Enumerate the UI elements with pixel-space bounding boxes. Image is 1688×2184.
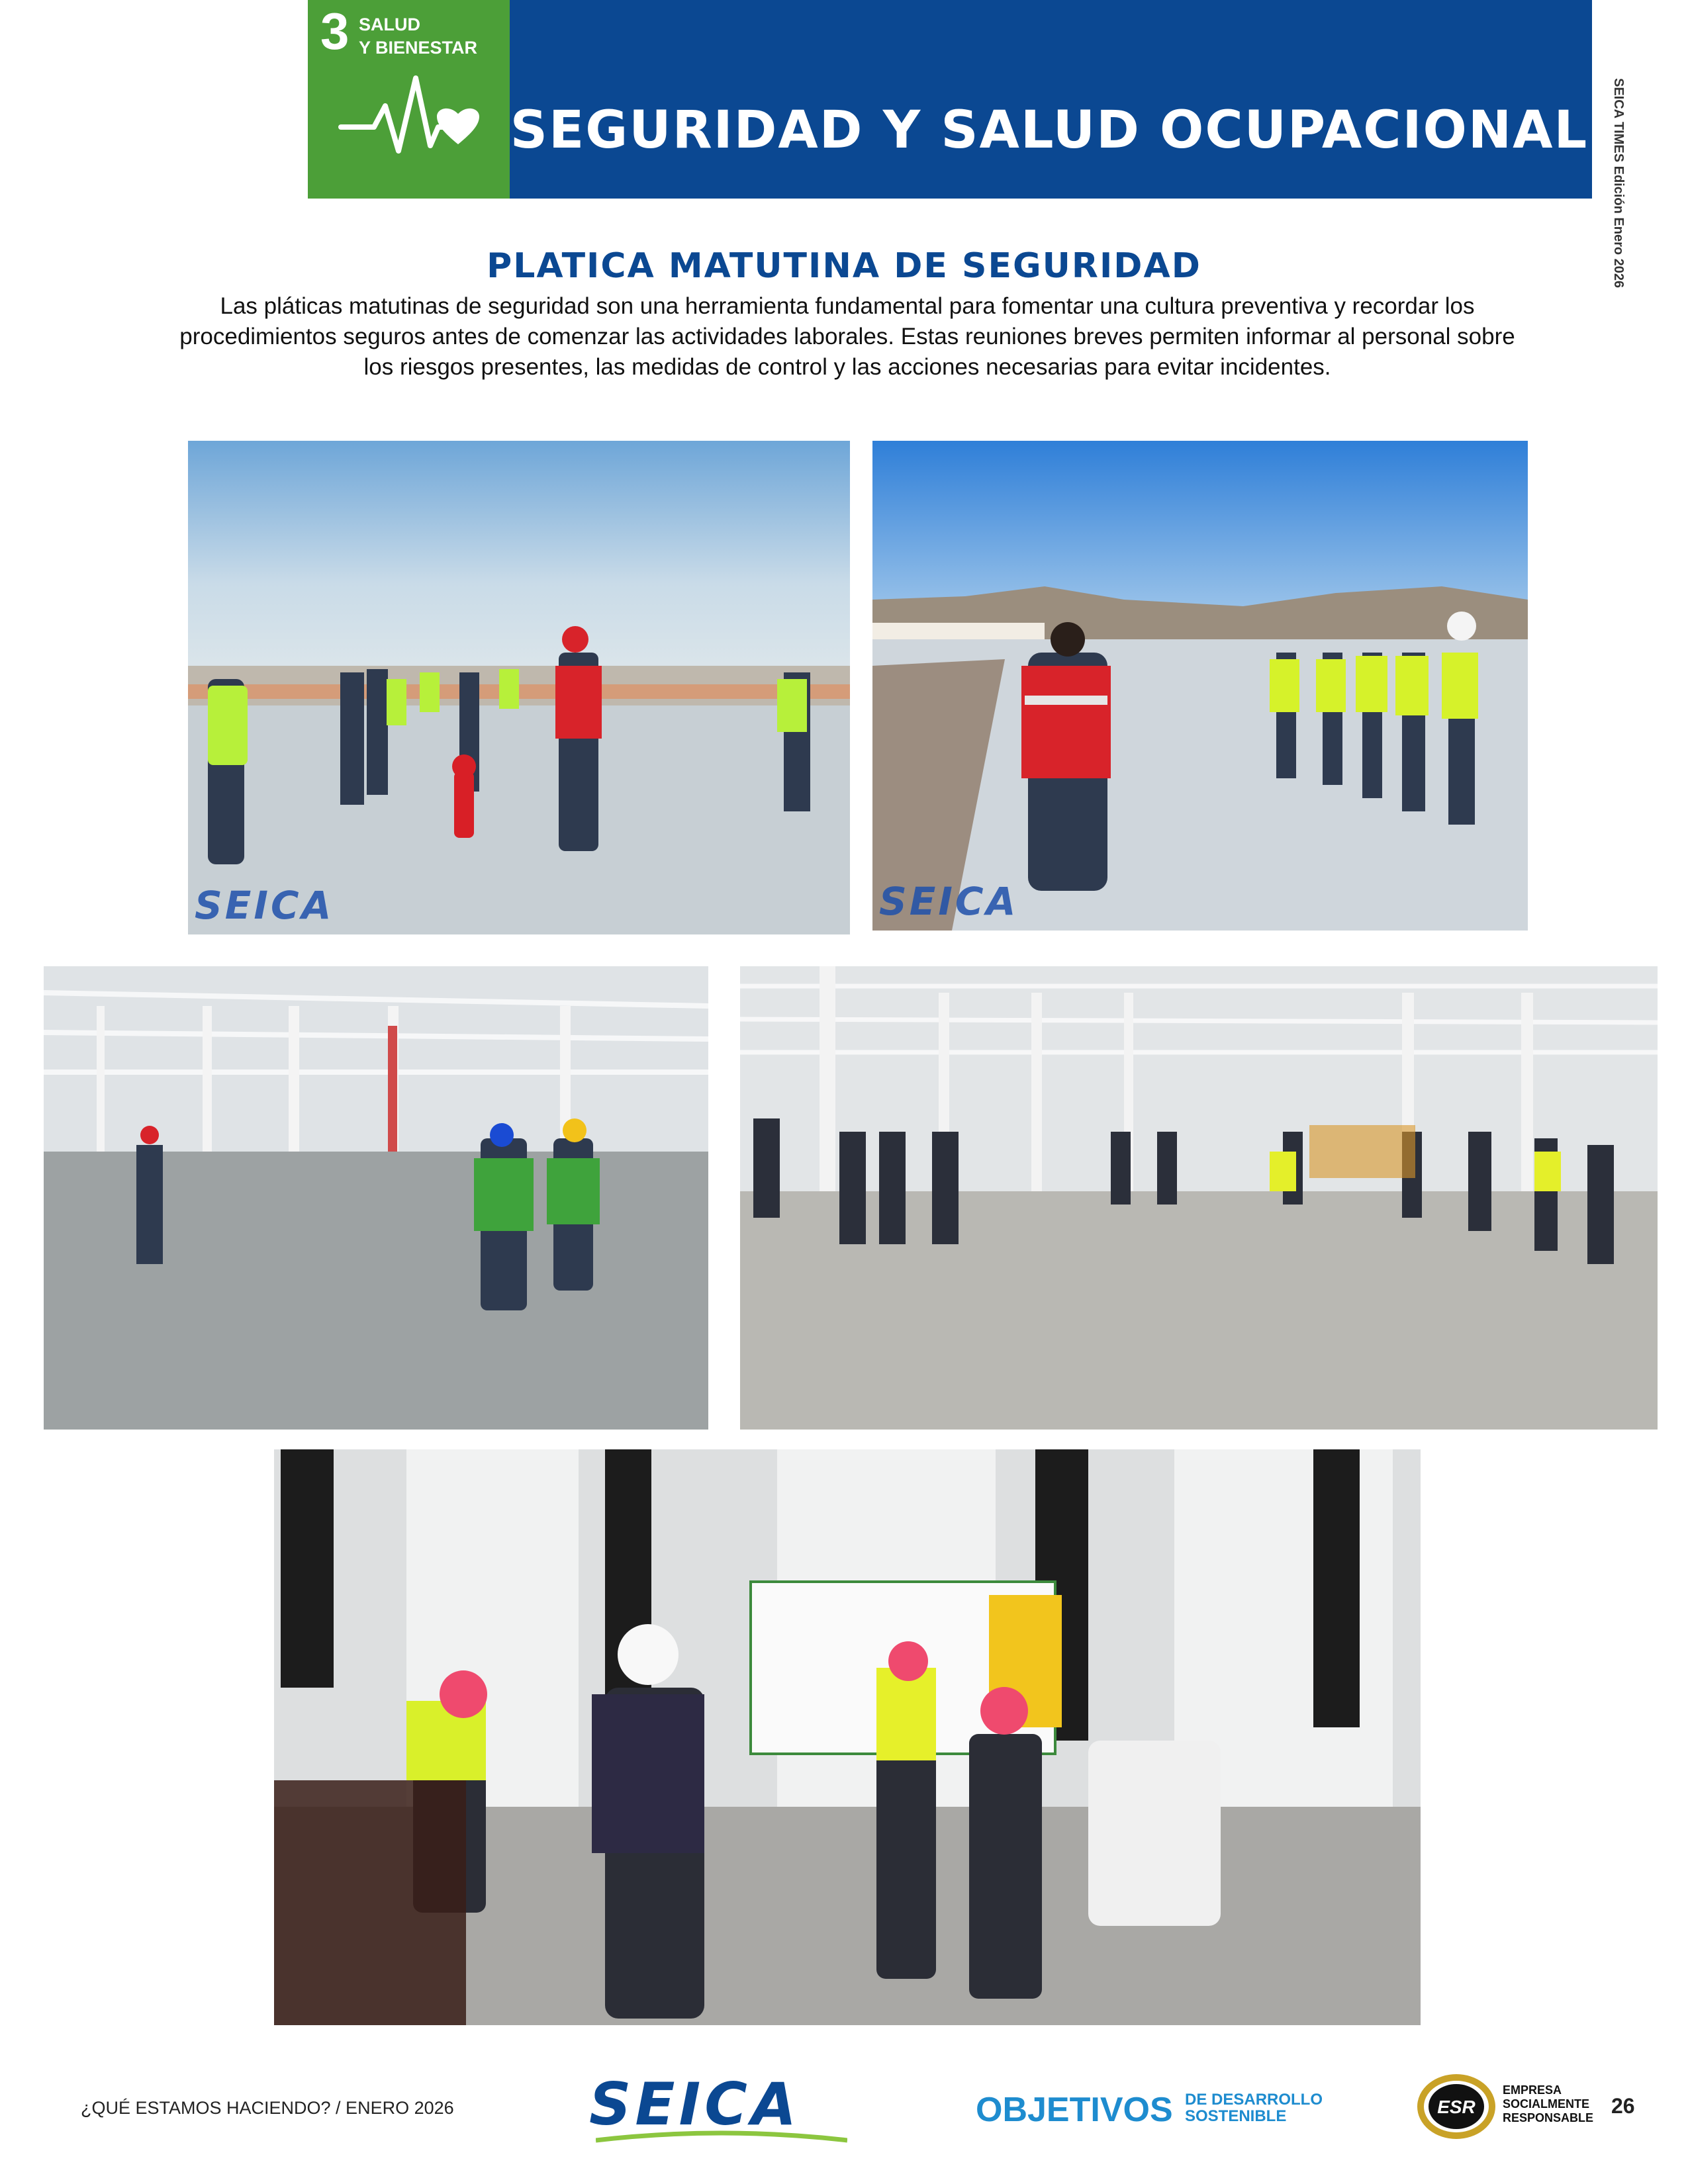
footer-section-label: ¿QUÉ ESTAMOS HACIENDO? / ENERO 2026 [81, 2098, 454, 2118]
edition-side-text: SEICA TIMES Edición Enero 2026 [1611, 78, 1626, 289]
photo-warehouse-safety-talk-1 [44, 966, 708, 1430]
page-title: SEGURIDAD Y SALUD OCUPACIONAL [510, 101, 1589, 160]
heartbeat-heart-icon [338, 66, 483, 172]
seica-watermark: SEICA [879, 879, 1019, 924]
photo-outdoor-safety-talk-2 [872, 441, 1528, 931]
ods-logo-subtext [1185, 2091, 1323, 2124]
sdg-label-line2: Y BIENESTAR [359, 38, 478, 58]
photo-outdoor-safety-talk-1 [188, 441, 850, 934]
esr-badge-text: ESR [1437, 2097, 1476, 2117]
seica-watermark: SEICA [195, 883, 334, 928]
photo-warehouse-safety-talk-2 [740, 966, 1658, 1430]
sdg-label [359, 13, 491, 60]
seica-logo-swoosh-icon [596, 2130, 847, 2146]
esr-label [1503, 2083, 1593, 2125]
ods-sub-line2: SOSTENIBLE [1185, 2107, 1287, 2125]
esr-line2: SOCIALMENTE [1503, 2097, 1590, 2111]
sdg-number: 3 [320, 2, 350, 60]
esr-badge-icon [1417, 2070, 1503, 2143]
seica-logo: SEICA [589, 2070, 800, 2138]
photo-dock-bulletin-board [274, 1449, 1421, 2025]
ods-logo-text: OBJETIVOS [976, 2091, 1173, 2129]
ods-sub-line1: DE DESARROLLO [1185, 2091, 1323, 2109]
title-band [510, 0, 1592, 199]
esr-line3: RESPONSABLE [1503, 2111, 1594, 2124]
section-title: PLATICA MATUTINA DE SEGURIDAD [487, 246, 1201, 286]
esr-line1: EMPRESA [1503, 2083, 1562, 2097]
section-body: Las pláticas matutinas de seguridad son una herramienta fundamental para fomentar una cultura preventiva y recordar los procedimientos seguros antes de comenzar las actividades laborales. Estas reuniones breves permiten informar al personal sobre los riesgos presentes, las medidas de control y las acciones necesarias para evitar incidentes. [179, 293, 1515, 380]
page-number: 26 [1611, 2094, 1635, 2118]
sdg-label-line1: SALUD [359, 15, 420, 34]
